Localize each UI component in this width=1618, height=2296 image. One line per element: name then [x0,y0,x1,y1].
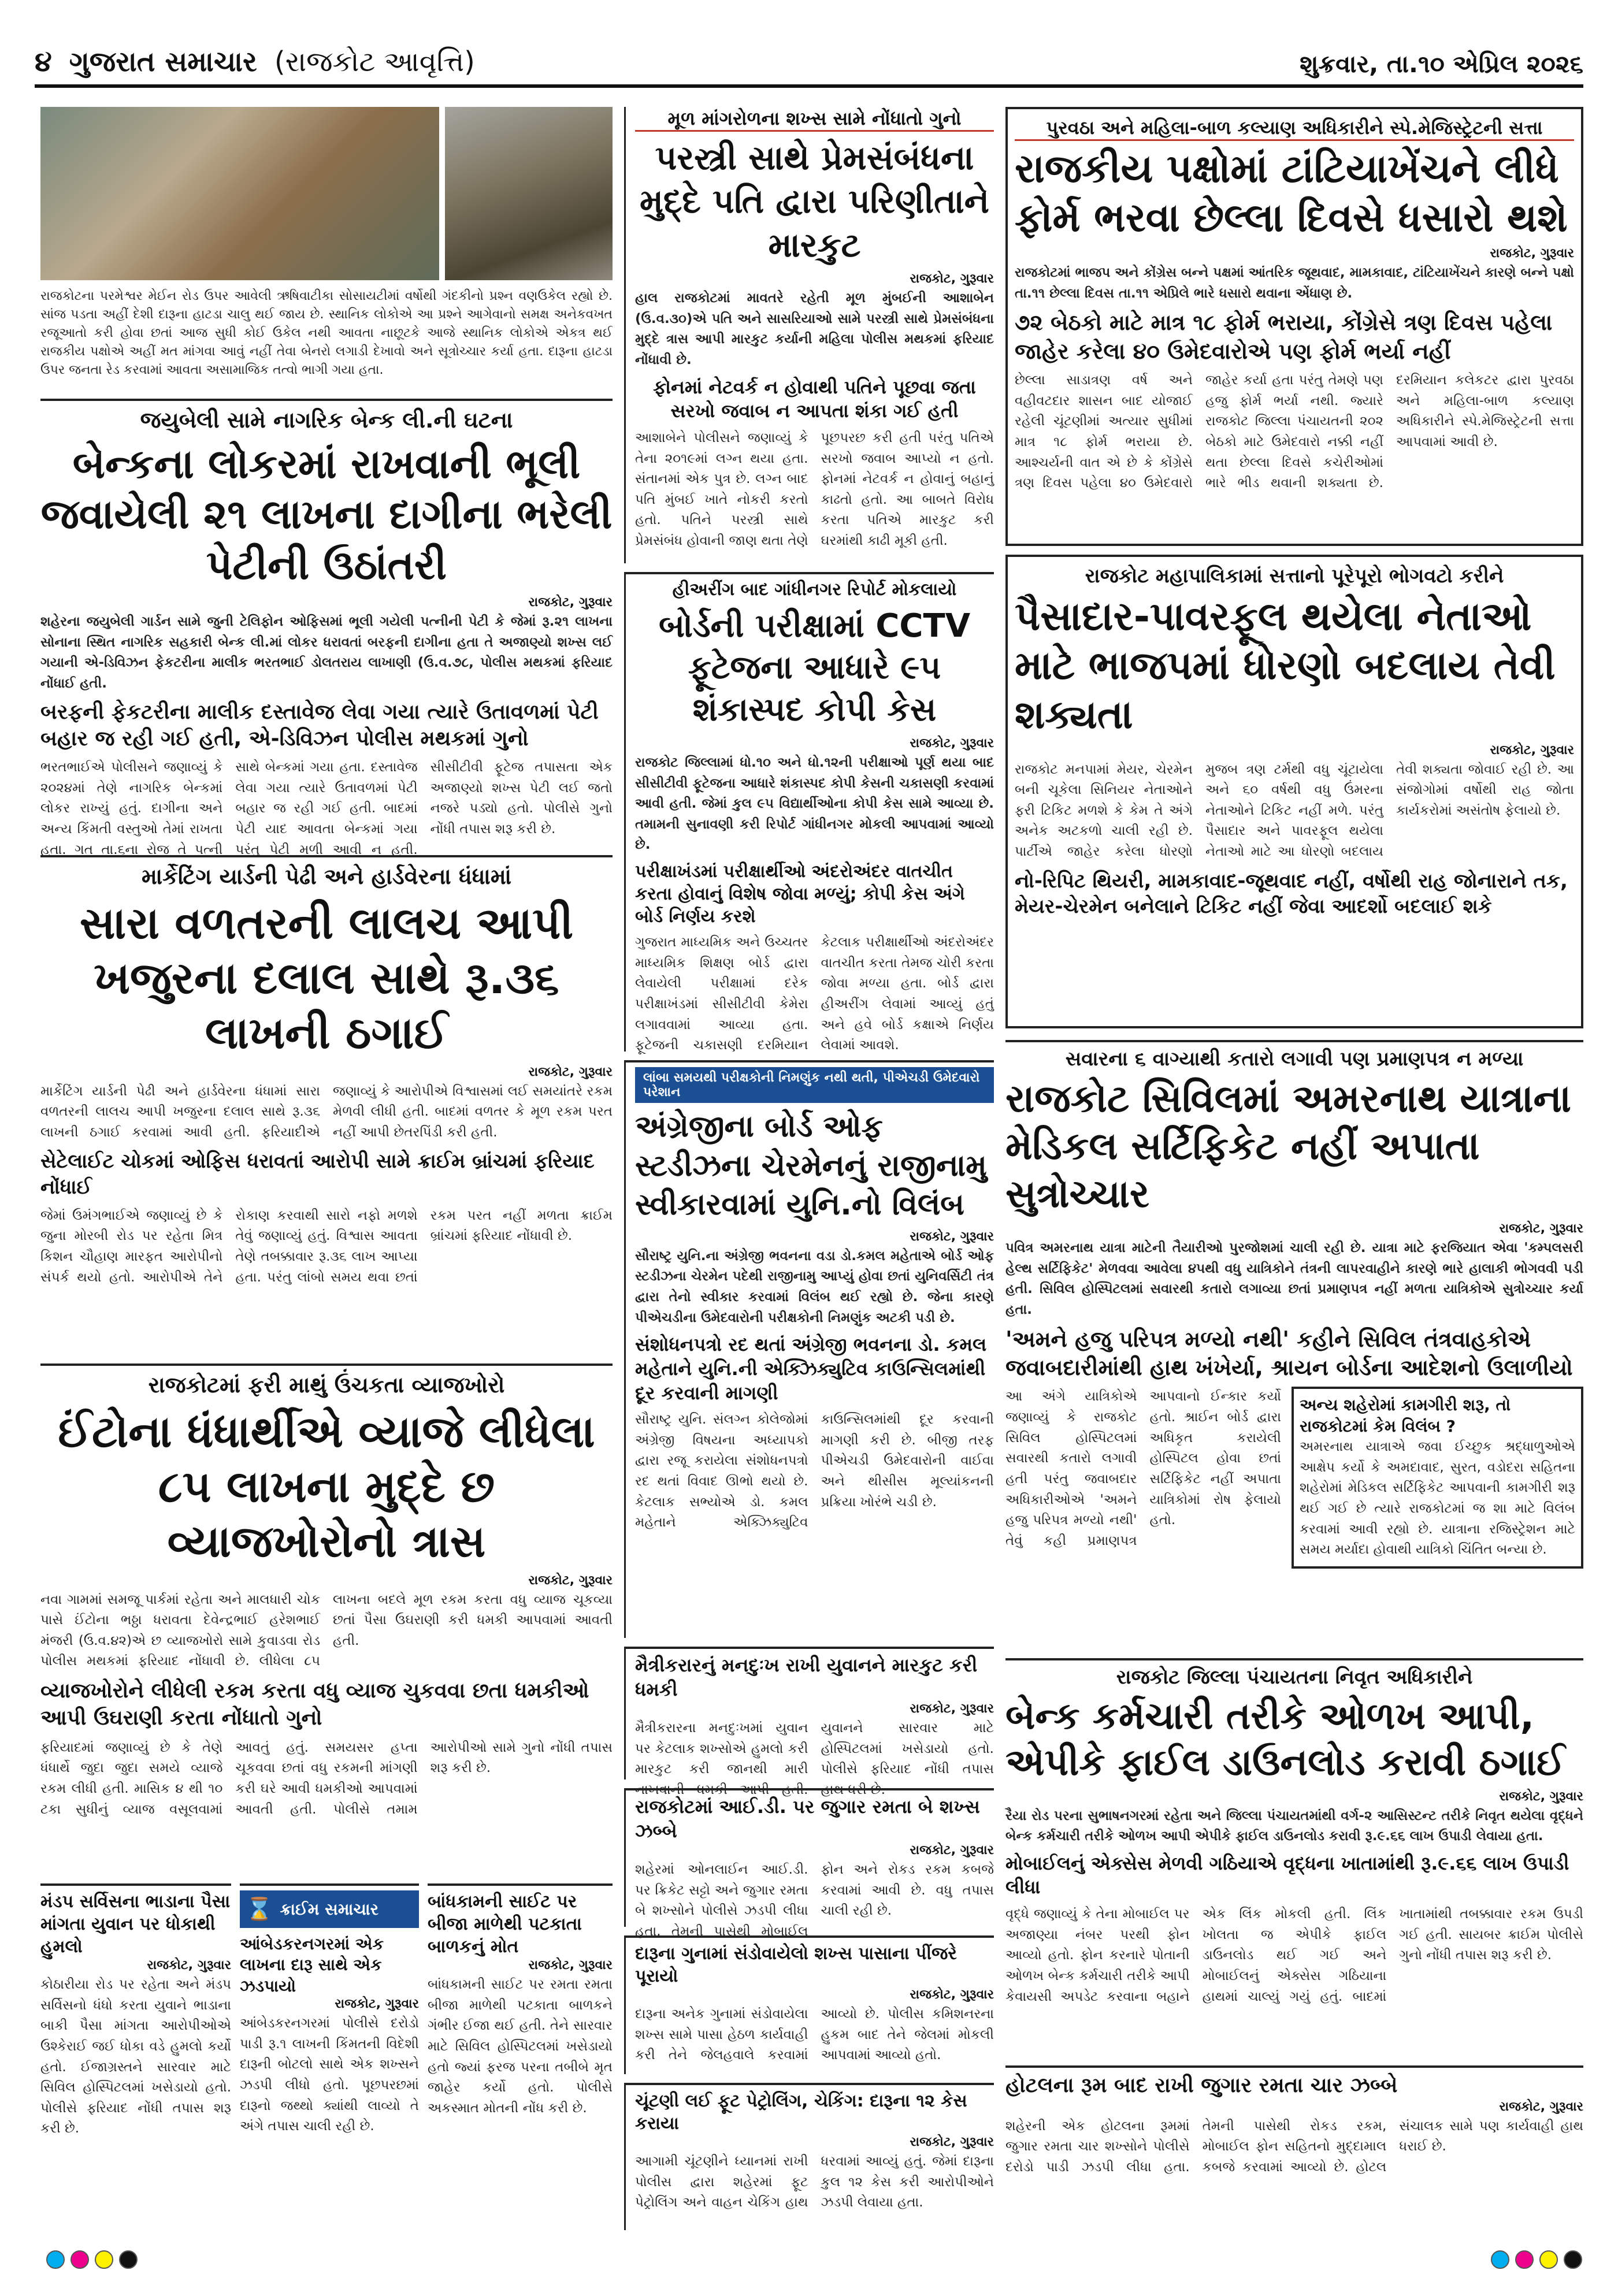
story-subhead: ફોનમાં નેટવર્ક ન હોવાથી પતિને પૂછવા જતા સરખો જવાબ ન આપતા શંકા ગઈ હતી [653,376,976,422]
story-subhead: સંશોધનપત્રો રદ થતાં અંગ્રેજી ભવનના ડો. કમલ મહેતાને યુનિ.ની એક્ઝિક્યુટિવ કાઉન્સિલમાંથી દૂર કરવાની માગણી [635,1333,987,1404]
story-body: નવા ગામમાં સમજૂ પાર્કમાં રહેતા અને માલધારી ચોક પાસે ઈંટોના ભઠ્ઠા ધરાવતા દેવેન્દ્રભાઈ હરેશભાઈ મંજરી (ઉ.વ.૪૨)એ છ વ્યાજખોરો સામે કુવાડવા રોડ પોલીસ મથકમાં ફરિયાદ નોંધાવી છે. લીધેલા ૮૫ લાખના બદલે મૂળ રકમ કરતા વધુ વ્યાજ ચૂકવ્યા છતાં પૈસા ઉઘરાણી કરી ધમકી આપવામાં આવતી હતી. [40,1592,613,1669]
photo-caption: રાજકોટના પરમેશ્વર મેઈન રોડ ઉપર આવેલી ઋષિવાટીકા સોસાયટીમાં વર્ષોથી ગંદકીનો પ્રશ્ન વણઉકેલ રહ્યો છે. સાંજ પડતા અહીં દેશી દારૂના હાટડા ચાલુ થઈ જાય છે. સ્થાનિક લોકોએ આ પ્રશ્ને આગેવાનો સમક્ષ અનેકવખત રજૂઆતો કરી હોવા છતાં આજ સુધી કોઈ ઉકેલ નથી આવતા નાછૂટકે આજે સ્થાનિક લોકોએ એકત્ર થઈ રાજકીય પક્ષોએ અહીં મત માંગવા આવું નહીં તેવા બેનરો લગાડી દેખાવો અને સૂત્રોચ્ચાર કર્યા હતા. દારૂના હાટડા ઉપર જનતા રેડ કરવામાં આવતા અસામાજિક તત્વો ભાગી ગયા હતા. [40,289,613,377]
story-kicker: રાજકોટ મહાપાલિકામાં સત્તાનો પૂરેપૂરો ભોગવટો કરીને [1085,564,1504,588]
story-lead: પવિત્ર અમરનાથ યાત્રા માટેની તૈયારીઓ પુરજોશમાં ચાલી રહી છે. યાત્રા માટે ફરજિયાત એવા 'કમ્પલસરી હેલ્થ સર્ટિફિકેટ' મેળવવા આવેલા ૪૫થી વધુ યાત્રિકોને તંત્રની લાપરવાહીને કારણે ભારે હાલાકી ભોગવવી પડી હતી. સિવિલ હોસ્પિટલમાં સવારથી કતારો લગાવ્યા છતાં પ્રમાણપત્ર નહીં મળતા યાત્રિકોએ સુત્રોચ્ચાર કર્યા હતા. [1005,1240,1583,1317]
dateline: રાજકોટ, ગુરૂવાર [910,1843,994,1858]
khajur-fraud-story [40,855,613,1352]
story-lead: સૌરાષ્ટ્ર યુનિ.ના અંગ્રેજી ભવનના વડા ડો.કમલ મહેતાએ બોર્ડ ઓફ સ્ટડીઝના ચેરમેન પદેથી રાજીનામુ આપ્યું હોવા છતાં યુનિવર્સિટી તંત્ર દ્વારા તેનો સ્વીકાર કરવામાં વિલંબ થઈ રહ્યો છે. જેના કારણે પીએચડીના ઉમેદવારોની પરીક્ષકોની નિમણુંક અટકી પડી છે. [635,1248,994,1325]
cyan-mark [46,2250,65,2269]
university-story [624,1060,994,1638]
dateline: રાજકોટ, ગુરૂવાર [1490,742,1574,757]
story-body: ગુજરાત માધ્યમિક અને ઉચ્ચતર માધ્યમિક શિક્ષણ બોર્ડ દ્વારા લેવાયેલી પરીક્ષામાં દરેક પરીક્ષાખંડમાં સીસીટીવી કેમેરા લગાવવામાં આવ્યા હતા. ફૂટેજની ચકાસણી દરમિયાન કેટલાક પરીક્ષાર્થીઓ અંદરોઅંદર વાતચીત કરતા તેમજ ચોરી કરતા જોવા મળ્યા હતા. બોર્ડ દ્વારા હીઅરીંગ લેવામાં આવ્યું હતું અને હવે બોર્ડ કક્ષાએ નિર્ણય લેવામાં આવશે. [635,935,994,1053]
dateline: રાજકોટ, ગુરૂવાર [910,735,994,751]
magenta-mark [1515,2250,1534,2269]
story-body: રાજકોટ મનપામાં મેયર, ચેરમેન બની ચૂકેલા સિનિયર નેતાઓને ફરી ટિકિટ મળશે કે કેમ તે અંગે અનેક અટકળો ચાલી રહી છે. પાર્ટીએ જાહેર કરેલા ધોરણો મુજબ ત્રણ ટર્મથી વધુ ચૂંટાયેલા અને ૬૦ વર્ષથી વધુ ઉંમરના નેતાઓને ટિકિટ નહીં મળે. પરંતુ પૈસાદાર અને પાવરફૂલ થયેલા નેતાઓ માટે આ ધોરણો બદલાય તેવી શક્યતા જોવાઈ રહી છે. આ સંજોગોમાં વર્ષોથી રાહ જોતા કાર્યકરોમાં અસંતોષ ફેલાયો છે. [1015,761,1574,860]
story-body: આશાબેને પોલીસને જણાવ્યું કે તેના ૨૦૧૯માં લગ્ન થયા હતા. સંતાનમાં એક પુત્ર છે. લગ્ન બાદ પતિ મુંબઈ ખાતે નોકરી કરતો હતો. પતિને પરસ્ત્રી સાથે પ્રેમસંબંધ હોવાની જાણ થતા તેણે પૂછપરછ કરી હતી પરંતુ પતિએ સરખો જવાબ આપ્યો ન હતો. ફોનમાં નેટવર્ક ન હોવાનું બહાનું કાઢતો હતો. આ બાબતે વિરોધ કરતા પતિએ મારકુટ કરી ઘરમાંથી કાઢી મૂકી હતી. [635,430,994,549]
moneylender-story [40,1364,613,1872]
election-patrol-story [624,2083,994,2230]
story-body: વૃદ્ધે જણાવ્યું કે તેના મોબાઈલ પર અજાણ્યા નંબર પરથી ફોન આવ્યો હતો. ફોન કરનારે પોતાની ઓળખ બેન્ક કર્મચારી તરીકે આપી કેવાયસી અપડેટ કરવાના બહાને એક લિંક મોકલી હતી. લિંક ખોલતા જ એપીકે ફાઈલ ડાઉનલોડ થઈ ગઈ અને મોબાઈલનું એક્સેસ ગઠિયાના હાથમાં ચાલ્યું ગયું હતું. બાદમાં ખાતામાંથી તબક્કાવાર રકમ ઉપડી ગઈ હતી. સાયબર ક્રાઈમ પોલીસે ગુનો નોંધી તપાસ શરૂ કરી છે. [1005,1906,1583,2004]
masthead [35,35,1583,88]
cctv-copy-case-story [624,572,994,1052]
dateline: રાજકોટ, ગુરૂવાર [1499,1221,1583,1236]
dateline: રાજકોટ, ગુરૂવાર [147,1958,231,1972]
story-body-2: ફરિયાદમાં જણાવ્યું છે કે તેણે ધંધાર્થે જુદા જુદા સમયે વ્યાજે રકમ લીધી હતી. માસિક ૪ થી ૧૦ ટકા સુધીનું વ્યાજ વસૂલવામાં આવતું હતું. સમયસર હપ્તા ચૂકવવા છતાં વધુ રકમની માંગણી કરી ઘરે આવી ધમકીઓ આપવામાં આવતી હતી. પોલીસે તમામ આરોપીઓ સામે ગુનો નોંધી તપાસ શરૂ કરી છે. [40,1740,613,1817]
story-headline: સારા વળતરની લાલચ આપી ખજુરના દલાલ સાથે રૂ.૩૬ લાખની ઠગાઈ [79,897,574,1058]
story-lead: હાલ રાજકોટમાં માવતરે રહેતી મૂળ મુંબઈની આશાબેન (ઉ.વ.૩૦)એ પતિ અને સાસરિયાઓ સામે પરસ્ત્રી સાથે પ્રેમસંબંધના મુદ્દે ત્રાસ આપી મારકુટ કર્યાની મહિલા પોલીસ મથકમાં ફરિયાદ નોંધાવી છે. [635,291,994,368]
story-headline: હોટલના રૂમ બાદ રાખી જુગાર રમતા ચાર ઝબ્બે [1005,2074,1398,2097]
story-subhead: વ્યાજખોરોને લીધેલી રકમ કરતા વધુ વ્યાજ ચુકવવા છતા ધમકીઓ આપી ઉઘરાણી કરતા નોંધાતો ગુનો [40,1679,589,1730]
story-body: માર્કેટિંગ યાર્ડની પેઢી અને હાર્ડવેરના ધંધામાં સારા વળતરની લાલચ આપી ખજુરના દલાલ સાથે રૂ.૩૬ લાખની ઠગાઈ કરવામાં આવી હતી. ફરિયાદીએ જણાવ્યું કે આરોપીએ વિશ્વાસમાં લઈ સમયાંતરે રકમ મેળવી લીધી હતી. બાદમાં વળતર કે મૂળ રકમ પરત નહીં આપી છેતરપિંડી કરી હતી. [40,1083,613,1140]
story-headline: પરસ્ત્રી સાથે પ્રેમસંબંધના મુદ્દે પતિ દ્વારા પરિણીતાને મારકુટ [640,138,989,265]
story-body: છેલ્લા સાડાત્રણ વર્ષ અને વહીવટદાર શાસન બાદ યોજાઈ રહેલી ચૂંટણીમાં અત્યાર સુધીમાં માત્ર ૧૮ ફોર્મ ભરાયા છે. આશ્ચર્યની વાત એ છે કે કોંગ્રેસે ત્રણ દિવસ પહેલા ૪૦ ઉમેદવારો જાહેર કર્યા હતા પરંતુ તેમણે પણ હજુ ફોર્મ ભર્યા નથી. જ્યારે રાજકોટ જિલ્લા પંચાયતની ૨૦૨ બેઠકો માટે ઉમેદવારો નક્કી નહીં થતા છેલ્લા દિવસે કચેરીઓમાં ભારે ભીડ થવાની શક્યતા છે. દરમિયાન કલેકટર દ્વારા પુરવઠા અને મહિલા-બાળ કલ્યાણ અધિકારીને સ્પે.મેજિસ્ટ્રેટની સત્તા આપવામાં આવી છે. [1015,373,1574,491]
dateline: રાજકોટ, ગુરૂવાર [1499,1789,1583,1804]
dateline: રાજકોટ, ગુરૂવાર [910,272,994,287]
mandap-story [40,1883,231,2230]
story-body-2: જેમાં ઉમંગભાઈએ જણાવ્યું છે કે જુના મોરબી રોડ પર રહેતા મિત્ર કિશન ચૌહાણ મારફત આરોપીનો સંપર્ક થયો હતો. આરોપીએ તેને રોકાણ કરવાથી સારો નફો મળશે તેવું જણાવ્યું હતું. વિશ્વાસ આવતા તેણે તબક્કાવાર રૂ.૩૬ લાખ આપ્યા હતા. પરંતુ લાંબો સમય થવા છતાં રકમ પરત નહીં મળતા ક્રાઈમ બ્રાંચમાં ફરિયાદ નોંધાવી છે. [40,1208,613,1285]
black-mark [119,2250,138,2269]
story-body: આગામી ચૂંટણીને ધ્યાનમાં રાખી પોલીસ દ્વારા શહેરમાં ફૂટ પેટ્રોલિંગ અને વાહન ચેકિંગ હાથ ધરવામાં આવ્યું હતું. જેમાં દારૂના કુલ ૧૨ કેસ કરી આરોપીઓને ઝડપી લેવાયા હતા. [635,2154,994,2210]
story-kicker: સવારના ૬ વાગ્યાથી કતારો લગાવી પણ પ્રમાણપત્ર ન મળ્યા [1065,1047,1524,1071]
crime-news-block [240,1883,419,2230]
dateline: રાજકોટ, ગુરૂવાર [528,1573,613,1588]
pasa-detention-story [624,1935,994,2074]
hourglass-icon: ⌛ [246,1896,273,1922]
story-body: આ અંગે યાત્રિકોએ જણાવ્યું કે રાજકોટ સિવિલ હોસ્પિટલમાં સવારથી કતારો લગાવી હતી પરંતુ જવાબદાર અધિકારીઓએ 'અમને હજુ પરિપત્ર મળ્યો નથી' તેવું કહી પ્રમાણપત્ર આપવાનો ઈન્કાર કર્યો હતો. શ્રાઈન બોર્ડ દ્વારા અધિકૃત કરાયેલી હોસ્પિટલ હોવા છતાં સર્ટિફિકેટ નહીં અપાતા યાત્રિકોમાં રોષ ફેલાયો હતો. [1005,1389,1281,1548]
construction-fall-story [428,1883,613,2230]
story-headline: બેન્ક કર્મચારી તરીકે ઓળખ આપી, એપીકે ફાઈલ ડાઉનલોડ કરાવી ઠગાઈ [1005,1695,1565,1784]
dateline: રાજકોટ, ગુરૂવાર [910,2135,994,2149]
story-headline: ઈંટોના ધંધાર્થીએ વ્યાજે લીધેલા ૮૫ લાખના મુદ્દે છ વ્યાજખોરોનો ત્રાસ [58,1405,595,1567]
dateline: રાજકોટ, ગુરૂવાર [528,1958,613,1972]
sidebar-box [1292,1387,1583,1569]
story-headline: પૈસાદાર-પાવરફૂલ થયેલા નેતાઓ માટે ભાજપમાં ધોરણો બદલાય તેવી શક્યતા [1015,593,1556,738]
dateline: રાજકોટ, ગુરૂવાર [910,1987,994,2002]
story-lead: શહેરના જયુબેલી ગાર્ડન સામે જુની ટેલિફોન ઓફિસમાં ભૂલી ગયેલી પત્નીની પેટી કે જેમાં રૂ.૨૧ લાખના સોનાના સ્થિત નાગરિક સહકારી બેન્ક લી.માં લોકર ધરાવતાં બરફની દાગીના હતા તે અજાણ્યો શખ્સ લઈ ગયાની એ-ડિવિઝન ફેકટરીના માલીક ભરતભાઈ ડોલતરાય લાખાણી (ઉ.વ.૭૮, પોલીસ મથકમાં ફરિયાદ નોંધાઈ હતી. [40,614,613,691]
edition-label: (રાજકોટ આવૃત્તિ) [274,46,475,78]
story-kicker: પુરવઠા અને મહિલા-બાળ કલ્યાણ અધિકારીને સ્પે.મેજિસ્ટ્રેટની સત્તા [1015,116,1574,141]
sidebar-title: અન્ય શહેરોમાં કામગીરી શરૂ, તો રાજકોટમાં કેમ વિલંબ ? [1300,1395,1511,1436]
story-headline: આંબેડકરનગરમાં એક લાખના દારૂ સાથે એક ઝડપાયો [240,1934,384,1996]
story-headline: મંડપ સર્વિસના ભાડાના પૈસા માંગતા યુવાન પર ધોકાથી હુમલો [40,1892,231,1957]
dateline: રાજકોટ, ગુરૂવાર [528,595,613,610]
print-registration-marks [46,2250,138,2269]
story-headline: દારૂના ગુનામાં સંડોવાયેલો શખ્સ પાસાના પીંજરે પૂરાયો [635,1944,957,1986]
story-lead: રાજકોટ જિલ્લામાં ધો.૧૦ અને ધો.૧૨ની પરીક્ષાઓ પૂર્ણ થયા બાદ સીસીટીવી ફૂટેજના આધારે શંકાસ્પદ કોપી કેસની ચકાસણી કરવામાં આવી હતી. જેમાં કુલ ૯૫ વિદ્યાર્થીઓના કોપી કેસ સામે આવ્યા છે. તમામની સુનાવણી કરી રિપોર્ટ ગાંધીનગર મોકલી આપવામાં આવ્યો છે. [635,755,994,853]
story-subhead: પરીક્ષાખંડમાં પરીક્ષાર્થીઓ અંદરોઅંદર વાતચીત કરતા હોવાનું વિશેષ જોવા મળ્યું; કોપી કેસ અંગે બોર્ડ નિર્ણય કરશે [635,861,965,927]
story-headline: બાંધકામની સાઈટ પર બીજા માળેથી પટકાતા બાળકનું મોત [428,1892,582,1957]
story-headline: રાજકોટ સિવિલમાં અમરનાથ યાત્રાના મેડિકલ સર્ટિફિકેટ નહીં અપાતા સુત્રોચ્ચાર [1005,1076,1571,1216]
page-number: ૪ [35,46,52,78]
crime-news-logo [240,1890,419,1928]
story-body: સૌરાષ્ટ્ર યુનિ. સંલગ્ન કોલેજોમાં અંગ્રેજી વિષયના અધ્યાપકો દ્વારા રજૂ કરાયેલા સંશોધનપત્રો રદ થતાં વિવાદ ઊભો થયો છે. કેટલાક સભ્યોએ ડો. કમલ મહેતાને એક્ઝિક્યુટિવ કાઉન્સિલમાંથી દૂર કરવાની માગણી કરી છે. બીજી તરફ પીએચડી ઉમેદવારોની વાઈવા અને થીસીસ મૂલ્યાંકનની પ્રક્રિયા ખોરંભે ચડી છે. [635,1412,994,1530]
story-body: શહેરમાં ઓનલાઈન આઈ.ડી. પર ક્રિકેટ સટ્ટો અને જુગાર રમતા બે શખ્સોને પોલીસે ઝડપી લીધા હતા. તેમની પાસેથી મોબાઈલ ફોન અને રોકડ રકમ કબજે કરવામાં આવી છે. વધુ તપાસ ચાલી રહી છે. [635,1862,994,1940]
dateline: રાજકોટ, ગુરૂવાર [910,1701,994,1717]
story-body: મૈત્રીકરારના મનદુઃખમાં યુવાન પર કેટલાક શખ્સોએ હુમલો કરી મારકુટ કરી જાનથી મારી નાખવાની ધમકી આપી હતી. યુવાનને સારવાર માટે હોસ્પિટલમાં ખસેડાયો હતો. પોલીસે ફરિયાદ નોંધી તપાસ હાથ ધરી છે. [635,1721,994,1798]
story-subhead: 'અમને હજુ પરિપત્ર મળ્યો નથી' કહીને સિવિલ તંત્રવાહકોએ જવાબદારીમાંથી હાથ ખંખેર્યા, શ્રાયન બોર્ડના આદેશનો ઉલાળીયો [1005,1326,1573,1380]
online-gambling-story [624,1788,994,1940]
story-body: આંબેડકરનગરમાં પોલીસે દરોડો પાડી રૂ.૧ લાખની કિંમતની વિદેશી દારૂની બોટલો સાથે એક શખ્સને ઝડપી લીધો હતો. પૂછપરછમાં દારૂનો જથ્થો ક્યાંથી લાવ્યો તે અંગે તપાસ ચાલી રહી છે. [240,2016,419,2134]
story-kicker: હીઅરીંગ બાદ ગાંધીનગર રિપોર્ટ મોકલાયો [672,579,957,600]
nomination-rush-story [1005,107,1583,546]
sidebar-body: અમરનાથ યાત્રાએ જવા ઈચ્છુક શ્રદ્ધાળુઓએ આક્ષેપ કર્યો કે અમદાવાદ, સુરત, વડોદરા સહિતના શહેરોમાં મેડિકલ સર્ટિફિકેટ આપવાની કામગીરી શરૂ થઈ ગઈ છે ત્યારે રાજકોટમાં જ શા માટે વિલંબ કરવામાં આવી રહ્યો છે. યાત્રાના રજિસ્ટ્રેશન માટે સમય મર્યાદા હોવાથી યાત્રિકો ચિંતિત બન્યા છે. [1300,1439,1575,1558]
story-subhead: બરફની ફેકટરીના માલીક દસ્તાવેજ લેવા ગયા ત્યારે ઉતાવળમાં પેટી બહાર જ રહી ગઈ હતી, એ-ડિવિઝન પોલીસ મથકમાં ગુનો [40,700,599,751]
story-headline: રાજકોટમાં આઈ.ડી. પર જુગાર રમતા બે શખ્સ ઝબ્બે [635,1796,980,1842]
story-kicker: માર્કેટિંગ યાર્ડની પેઢી અને હાર્ડવેરના ધંધામાં [141,864,512,889]
story-body: દારૂના અનેક ગુનામાં સંડોવાયેલા શખ્સ સામે પાસા હેઠળ કાર્યવાહી કરી તેને જેલહવાલે કરવામાં આવ્યો છે. પોલીસ કમિશનરના હુકમ બાદ તેને જેલમાં મોકલી આપવામાં આવ્યો હતો. [635,2007,994,2063]
extramarital-story [624,107,994,563]
story-kicker: લાંબા સમયથી પરીક્ષકોની નિમણુંક નથી થતી, પીએચડી ઉમેદવારો પરેશાન [635,1067,994,1103]
dateline: રાજકોટ, ગુરૂવાર [910,1229,994,1244]
story-body: શહેરની એક હોટલના રૂમમાં જુગાર રમતા ચાર શખ્સોને પોલીસે દરોડો પાડી ઝડપી લીધા હતા. તેમની પાસેથી રોકડ રકમ, મોબાઈલ ફોન સહિતનો મુદ્દામાલ કબજે કરવામાં આવ્યો છે. હોટલ સંચાલક સામે પણ કાર્યવાહી હાથ ધરાઈ છે. [1005,2118,1583,2175]
issue-date: શુક્રવાર, તા.૧૦ એપ્રિલ ૨૦૨૬ [1300,50,1583,78]
amarnath-certificate-story [1005,1040,1583,1647]
story-lead: રૈયા રોડ પરના સુભાષનગરમાં રહેતા અને જિલ્લા પંચાયતમાંથી વર્ગ-૨ આસિસ્ટન્ટ તરીકે નિવૃત થયેલા વૃદ્ધને બેન્ક કર્મચારી તરીકે ઓળખ આપી એપીકે ફાઈલ ડાઉનલોડ કરાવી રૂ.૯.૬૬ લાખ ઉપાડી લેવાયા હતા. [1005,1808,1583,1844]
cyber-fraud-story [1005,1658,1583,2057]
story-subhead: સેટેલાઈટ ચોકમાં ઓફિસ ધરાવતાં આરોપી સામે ક્રાઈમ બ્રાંચમાં ફરિયાદ નોંધાઈ [40,1150,595,1199]
story-body: બાંધકામની સાઈટ પર રમતા રમતા બીજા માળેથી પટકાતા બાળકને ગંભીર ઈજા થઈ હતી. તેને સારવાર માટે સિવિલ હોસ્પિટલમાં ખસેડાયો હતો જ્યાં ફરજ પરના તબીબે મૃત જાહેર કર્યો હતો. પોલીસે અકસ્માત મોતની નોંધ કરી છે. [428,1977,613,2116]
story-kicker: રાજકોટ જિલ્લા પંચાયતના નિવૃત અધિકારીને [1116,1666,1473,1689]
cyan-mark [1491,2250,1509,2269]
crime-news-label: ક્રાઈમ સમાચાર [280,1899,379,1919]
yellow-mark [95,2250,113,2269]
protest-photo-right [445,107,613,280]
protest-photo-left [40,107,439,280]
bank-locker-story [40,399,613,857]
story-headline: અંગ્રેજીના બોર્ડ ઓફ સ્ટડીઝના ચેરમેનનું રાજીનામુ સ્વીકારવામાં યુનિ.નો વિલંબ [635,1109,987,1223]
dateline: રાજકોટ, ગુરૂવાર [335,1997,419,2012]
dateline: રાજકોટ, ગુરૂવાર [1490,246,1574,261]
story-subhead: ૭૨ બેઠકો માટે માત્ર ૧૮ ફોર્મ ભરાયા, કોંગ્રેસે ત્રણ દિવસ પહેલા જાહેર કરેલા ૪૦ ઉમેદવારોએ પણ ફોર્મ ભર્યા નહીં [1015,310,1553,364]
dateline: રાજકોટ, ગુરૂવાર [528,1064,613,1079]
friendship-pact-story [624,1647,994,1798]
story-body: કોઠારીયા રોડ પર રહેતા અને મંડપ સર્વિસનો ધંધો કરતા યુવાને ભાડાના બાકી પૈસા માંગતા આરોપીઓએ ઉશ્કેરાઈ જઈ ધોકા વડે હુમલો કર્યો હતો. ઈજાગ્રસ્તને સારવાર માટે સિવિલ હોસ્પિટલમાં ખસેડાયો હતો. પોલીસે ફરિયાદ નોંધી તપાસ શરૂ કરી છે. [40,1977,231,2137]
story-headline: મૈત્રીકરારનું મનદુઃખ રાખી યુવાનને મારકુટ કરી ધમકી [635,1654,978,1700]
story-subhead: મોબાઈલનું એક્સેસ મેળવી ગઠિયાએ વૃદ્ધના ખાતામાંથી રૂ.૯.૬૬ લાખ ઉપાડી લીધા [1005,1852,1569,1899]
story-body: ભરતભાઈએ પોલીસને જણાવ્યું કે ૨૦૨૪માં તેણે નાગરિક બેન્કમાં લોકર રાખ્યું હતું. દાગીના અને અન્ય કિંમતી વસ્તુઓ તેમાં રાખતા હતા. ગત તા.૬ના રોજ તે પત્ની સાથે બેન્કમાં ગયા હતા. દસ્તાવેજ લેવા ગયા ત્યારે ઉતાવળમાં પેટી બહાર જ રહી ગઈ હતી. બાદમાં પેટી યાદ આવતા બેન્કમાં ગયા પરંતુ પેટી મળી આવી ન હતી. સીસીટીવી ફૂટેજ તપાસતા એક અજાણ્યો શખ્સ પેટી લઈ જતો નજરે પડ્યો હતો. પોલીસે ગુનો નોંધી તપાસ શરૂ કરી છે. [40,760,613,857]
story-kicker: મૂળ માંગરોળના શખ્સ સામે નોંધાતો ગુનો [635,107,994,132]
black-mark [1564,2250,1582,2269]
story-headline: બોર્ડની પરીક્ષામાં CCTV ફૂટેજના આધારે ૯૫ શંકાસ્પદ કોપી કેસ [658,607,971,729]
story-headline: ચૂંટણી લઈ ફૂટ પેટ્રોલિંગ, ચેકિંગ: દારૂના ૧૨ કેસ કરાયા [635,2091,967,2134]
print-registration-marks-right [1491,2250,1582,2269]
hotel-gambling-story [1005,2065,1583,2230]
story-headline: બેન્કના લોકરમાં રાખવાની ભૂલી જવાયેલી ૨૧ લાખના દાગીના ભરેલી પેટીની ઉઠાંતરી [40,440,613,589]
photo-story [40,107,613,384]
story-lead: રાજકોટમાં ભાજપ અને કોંગ્રેસ બન્ને પક્ષમાં આંતરિક જૂથવાદ, મામકાવાદ, ટાંટિયાખેંચને કારણે બન્ને પક્ષો તા.૧૧ છેલ્લા દિવસ તા.૧૧ એપ્રિલે ભારે ધસારો થવાના એંધાણ છે. [1015,265,1574,301]
paper-name: ગુજરાત સમાચાર [69,46,257,78]
dateline: રાજકોટ, ગુરૂવાર [1499,2099,1583,2114]
story-kicker: રાજકોટમાં ફરી માથું ઉંચકતા વ્યાજખોરો [148,1372,505,1398]
story-headline: રાજકીય પક્ષોમાં ટાંટિયાખેંચને લીધે ફોર્મ ભરવા છેલ્લા દિવસે ધસારો થશે [1015,146,1568,241]
yellow-mark [1539,2250,1558,2269]
magenta-mark [70,2250,89,2269]
story-subhead: નો-રિપિટ થિયરી, મામકાવાદ-જૂથવાદ નહીં, વર્ષોથી રાહ જોનારાને તક, મેયર-ચેરમેન બનેલાને ટિકિટ નહીં જેવા આદર્શો બદલાઈ શકે [1015,869,1568,918]
bjp-norms-story [1005,555,1583,1028]
story-kicker: જયુબેલી સામે નાગરિક બેન્ક લી.ની ઘટના [140,407,513,433]
